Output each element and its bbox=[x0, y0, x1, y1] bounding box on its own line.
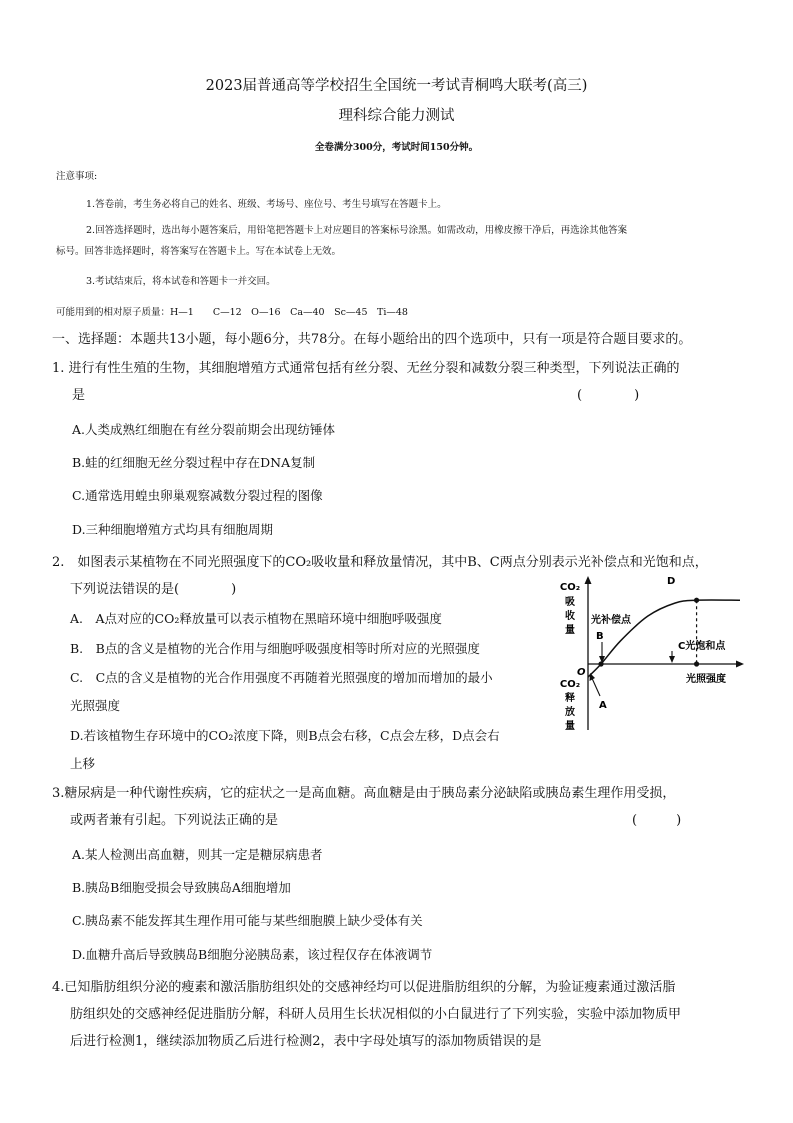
origin-label: O bbox=[577, 667, 586, 678]
atomic-masses: 可能用到的相对原子质量：H—1 C—12 O—16 Ca—40 Sc—45 Ti—48 bbox=[56, 307, 408, 318]
note-item-2-line-2: 标号。回答非选择题时，将答案写在答题卡上。写在本试卷上无效。 bbox=[56, 246, 342, 257]
q2-option-d-line-1: D.若该植物生存环境中的CO₂浓度下降，则B点会右移，C点会左移，D点会右 bbox=[70, 728, 500, 743]
q1-option-c: C.通常选用蝗虫卵巢观察减数分裂过程的图像 bbox=[72, 488, 323, 503]
y-label-bottom-1: 释 bbox=[565, 693, 575, 704]
section-heading: 一、选择题：本题共13小题，每小题6分，共78分。在每小题给出的四个选项中，只有一项是符合题目要求的。 bbox=[52, 332, 692, 347]
q3-option-a: A.某人检测出高血糖，则其一定是糖尿病患者 bbox=[72, 847, 323, 862]
series-curve bbox=[588, 600, 740, 677]
annotation-c: C光饱和点 bbox=[678, 641, 726, 652]
x-axis-label: 光照强度 bbox=[686, 674, 726, 685]
q1-option-a: A.人类成熟红细胞在有丝分裂前期会出现纺锤体 bbox=[72, 422, 336, 437]
point-c-marker bbox=[694, 661, 699, 666]
page-title: 2023届普通高等学校招生全国统一考试青桐鸣大联考(高三) bbox=[205, 78, 588, 94]
y-label-top-0: CO₂ bbox=[559, 582, 581, 593]
q2-stem-line-1: 2. 如图表示某植物在不同光照强度下的CO₂吸收量和释放量情况，其中B、C两点分别表示光补偿点和光饱和点， bbox=[52, 555, 708, 570]
q4-stem-line-2: 肪组织处的交感神经促进脂肪分解，科研人员用生长状况相似的小白鼠进行了下列实验，实验中添加物质甲 bbox=[70, 1007, 682, 1022]
q3-option-b: B.胰岛B细胞受损会导致胰岛A细胞增加 bbox=[72, 880, 291, 895]
y-axis-arrow bbox=[585, 576, 592, 584]
point-label-d: D bbox=[667, 576, 676, 587]
x-axis-arrow bbox=[736, 661, 744, 668]
q2-photosynthesis-chart bbox=[550, 572, 750, 737]
q3-stem-line-2: 或两者兼有引起。下列说法正确的是 bbox=[70, 813, 279, 828]
y-label-top-2: 收 bbox=[565, 611, 575, 622]
q1-option-d: D.三种细胞增殖方式均具有细胞周期 bbox=[72, 522, 274, 537]
point-label-a: A bbox=[599, 700, 607, 711]
annotation-b: 光补偿点 bbox=[591, 615, 631, 626]
q2-option-b: B. B点的含义是植物的光合作用与细胞呼吸强度相等时所对应的光照强度 bbox=[70, 641, 480, 656]
q3-stem-line-1: 3.糖尿病是一种代谢性疾病，它的症状之一是高血糖。高血糖是由于胰岛素分泌缺陷或胰岛素生理作用受损， bbox=[52, 786, 676, 801]
q1-stem-line-1: 1. 进行有性生殖的生物，其细胞增殖方式通常包括有丝分裂、无丝分裂和减数分裂三种类型，下列说法正确的 bbox=[52, 361, 680, 376]
y-label-bottom-0: CO₂ bbox=[559, 679, 581, 690]
c-arrow-head bbox=[669, 656, 675, 663]
q2-option-c-line-1: C. C点的含义是植物的光合作用强度不再随着光照强度的增加而增加的最小 bbox=[70, 670, 493, 685]
point-d-marker bbox=[694, 598, 699, 603]
note-item-3: 3.考试结束后，将本试卷和答题卡一并交回。 bbox=[86, 276, 276, 287]
q3-answer-paren: ( ) bbox=[632, 813, 682, 828]
q4-stem-line-1: 4.已知脂肪组织分泌的瘦素和激活脂肪组织处的交感神经均可以促进脂肪组织的分解，为验证瘦素通过激活脂 bbox=[52, 980, 676, 995]
note-item-1: 1.答卷前，考生务必将自己的姓名、班级、考场号、座位号、考生号填写在答题卡上。 bbox=[86, 199, 447, 210]
q1-option-b: B.蛙的红细胞无丝分裂过程中存在DNA复制 bbox=[72, 455, 316, 470]
q3-option-c: C.胰岛素不能发挥其生理作用可能与某些细胞膜上缺少受体有关 bbox=[72, 913, 423, 928]
y-label-top-1: 吸 bbox=[565, 597, 575, 608]
q1-answer-paren: ( ) bbox=[577, 388, 640, 403]
page-subtitle: 理科综合能力测试 bbox=[338, 108, 455, 124]
note-item-2-line-1: 2.回答选择题时，选出每小题答案后，用铅笔把答题卡上对应题目的答案标号涂黑。如需改动，用橡皮擦干净后，再选涂其他答案 bbox=[86, 225, 628, 236]
y-label-top-3: 量 bbox=[565, 625, 575, 636]
q1-stem-line-2: 是 bbox=[72, 388, 86, 403]
q4-stem-line-3: 后进行检测1，继续添加物质乙后进行检测2，表中字母处填写的添加物质错误的是 bbox=[70, 1034, 542, 1049]
q2-stem-line-2: 下列说法错误的是( ) bbox=[70, 582, 237, 597]
notes-heading: 注意事项: bbox=[56, 171, 98, 182]
q2-option-d-line-2: 上移 bbox=[70, 756, 96, 771]
q3-option-d: D.血糖升高后导致胰岛B细胞分泌胰岛素，该过程仅存在体液调节 bbox=[72, 947, 433, 962]
y-label-bottom-2: 放 bbox=[565, 707, 575, 718]
point-b-marker bbox=[598, 661, 603, 666]
exam-meta: 全卷满分300分，考试时间150分钟。 bbox=[314, 142, 479, 153]
q2-option-a: A. A点对应的CO₂释放量可以表示植物在黑暗环境中细胞呼吸强度 bbox=[70, 611, 442, 626]
q2-option-c-line-2: 光照强度 bbox=[70, 698, 121, 713]
y-label-bottom-3: 量 bbox=[565, 721, 575, 732]
point-label-b: B bbox=[596, 631, 604, 642]
